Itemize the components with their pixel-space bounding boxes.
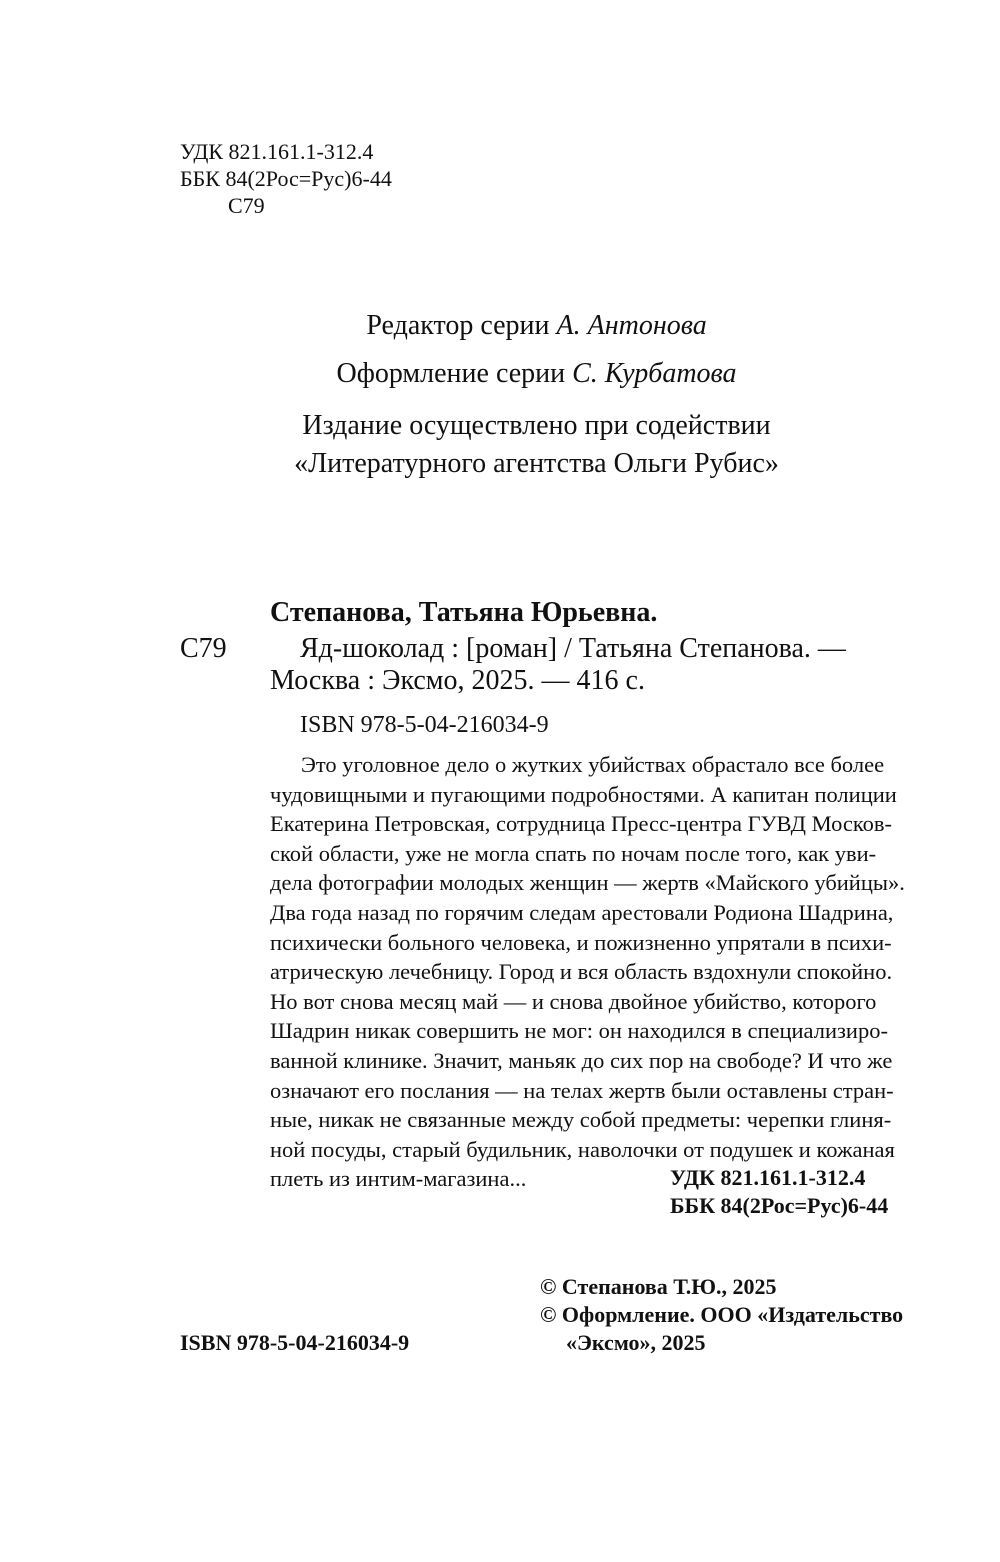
bib-isbn: ISBN 978-5-04-216034-9 [300, 712, 549, 738]
annotation [270, 750, 905, 1194]
bbk-code-bottom: ББК 84(2Рос=Рус)6-44 [670, 1193, 889, 1218]
annotation-line: ные, никак не связанные между собой предметы: черепки глиня- [270, 1107, 892, 1133]
series-design-name: С. Курбатова [572, 358, 737, 389]
annotation-line: ской области, уже не могла спать по ночам после того, как уви- [270, 840, 877, 866]
copyright-line: © Оформление. ООО «Издательство [540, 1302, 904, 1327]
series-design-label: Оформление серии [336, 358, 566, 389]
series-design-line [0, 357, 1000, 391]
annotation-line: ной посуды, старый будильник, наволочки от подушек и кожаная [270, 1136, 895, 1162]
annotation-line: ванной клинике. Значит, маньяк до сих пор на свободе? И что же [270, 1047, 893, 1073]
copyright-block [540, 1273, 903, 1357]
bbk-code: ББК 84(2Рос=Рус)6-44 [180, 166, 392, 191]
bib-author: Степанова, Татьяна Юрьевна. [270, 597, 658, 628]
annotation-line: психически больного человека, и пожизненно упрятали в психи- [270, 929, 892, 955]
series-editor-label: Редактор серии [366, 310, 550, 341]
udk-code-bottom: УДК 821.161.1-312.4 [670, 1165, 866, 1190]
copyright-line: «Эксмо», 2025 [566, 1330, 706, 1355]
annotation-line: атрическую лечебницу. Город и вся область вздохнули спокойно. [270, 959, 893, 985]
annotation-line: плеть из интим-магазина... [270, 1166, 527, 1192]
annotation-line: Шадрин никак совершить не мог: он находился в специализиро- [270, 1018, 888, 1044]
copyright-line: © Степанова Т.Ю., 2025 [540, 1274, 777, 1299]
author-mark: С79 [228, 193, 265, 218]
series-editor-name: А. Антонова [556, 310, 707, 341]
bib-title-line-1: Яд-шоколад : [роман] / Татьяна Степанова. — [300, 633, 846, 664]
classification-codes-bottom [670, 1164, 888, 1220]
annotation-line: дела фотографии молодых женщин — жертв «Майского убийцы». [270, 870, 905, 896]
annotation-line: Екатерина Петровская, сотрудница Пресс-центра ГУВД Москов- [270, 811, 893, 837]
bib-title-line-2: Москва : Эксмо, 2025. — 416 с. [270, 665, 645, 696]
annotation-line: чудовищными и пугающими подробностями. А капитан полиции [270, 781, 897, 807]
annotation-line: Это уголовное дело о жутких убийствах обрастало все более [301, 752, 885, 777]
series-editor-line [0, 309, 1000, 343]
support-line-1: Издание осуществлено при содействии [302, 410, 771, 441]
bib-author-mark: С79 [180, 633, 227, 664]
support-line-2: «Литературного агентства Ольги Рубис» [294, 448, 779, 479]
classification-codes-top [180, 138, 392, 219]
annotation-line: означают его послания — на телах жертв были оставлены стран- [270, 1077, 894, 1103]
footer-isbn: ISBN 978-5-04-216034-9 [180, 1330, 410, 1355]
annotation-line: Два года назад по горячим следам арестовали Родиона Шадрина, [270, 899, 894, 925]
annotation-line: Но вот снова месяц май — и снова двойное убийство, которого [270, 988, 877, 1014]
udk-code: УДК 821.161.1-312.4 [180, 139, 374, 164]
